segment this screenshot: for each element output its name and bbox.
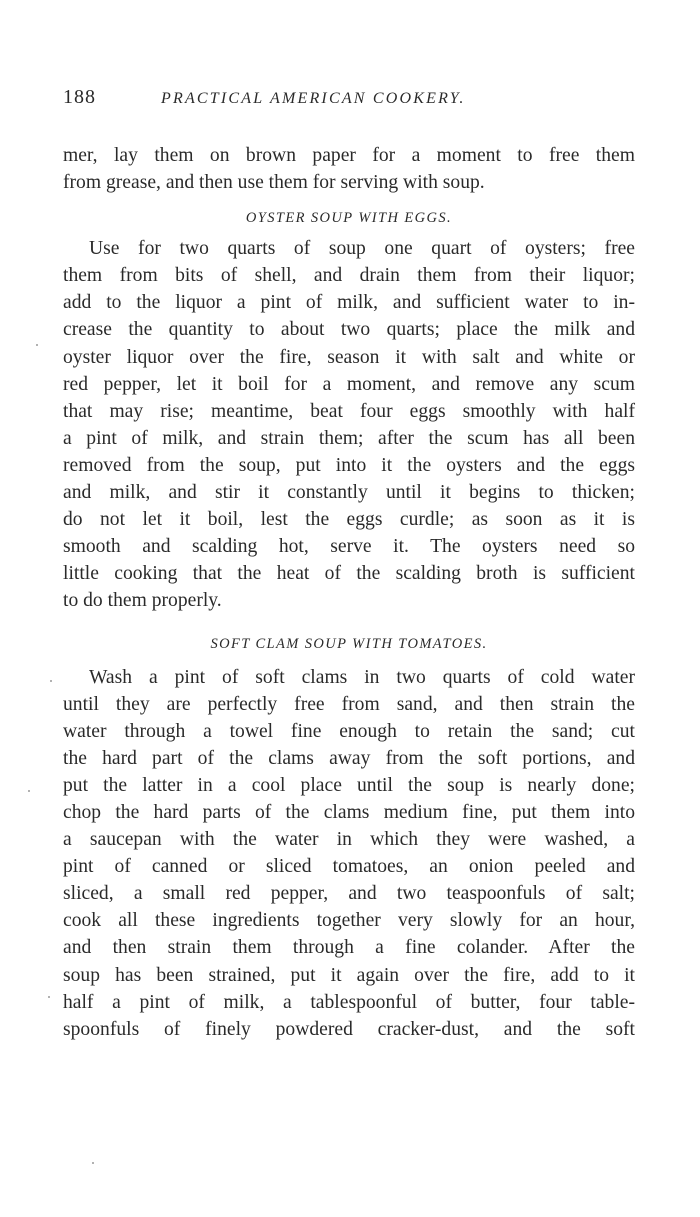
text-line: until they are perfectly free from sand, and then strain the [63,693,635,715]
print-speck [48,996,50,998]
page-number: 188 [63,86,96,108]
text-line: Wash a pint of soft clams in two quarts of cold water [89,666,635,688]
text-line: and milk, and stir it constantly until it begins to thicken; [63,482,635,504]
text-line: add to the liquor a pint of milk, and sufficient water to in- [63,292,635,314]
text-line: little cooking that the heat of the scalding broth is sufficient [63,563,635,585]
text-line: from grease, and then use them for serving with soup. [63,172,485,194]
clam-soup-paragraph [63,664,635,1043]
text-line: crease the quantity to about two quarts; place the milk and [63,319,635,341]
text-line: smooth and scalding hot, serve it. The oysters need so [63,536,635,558]
section-heading-oyster-soup: OYSTER SOUP WITH EGGS. [245,210,453,227]
text-line: do not let it boil, lest the eggs curdle; as soon as it is [63,509,635,531]
page-header [63,86,635,122]
text-line: the hard part of the clams away from the soft portions, and [63,747,635,769]
print-speck [36,344,38,346]
print-speck [50,680,52,682]
text-line: water through a towel fine enough to retain the sand; cut [63,720,635,742]
text-line: mer, lay them on brown paper for a moment to free them [63,145,635,166]
text-line: chop the hard parts of the clams medium fine, put them into [63,801,635,823]
text-line: and then strain them through a fine colander. After the [63,937,635,959]
section-heading-clam-soup: SOFT CLAM SOUP WITH TOMATOES. [210,635,488,652]
book-page [63,86,635,1043]
text-line: red pepper, let it boil for a moment, and remove any scum [63,373,635,395]
text-line: sliced, a small red pepper, and two teaspoonfuls of salt; [63,883,635,905]
text-line: soup has been strained, put it again over the fire, add to it [63,964,635,986]
print-speck [92,1162,94,1164]
text-line: oyster liquor over the fire, season it with salt and white or [63,346,635,368]
text-line: a saucepan with the water in which they were washed, a [63,829,635,851]
text-line: pint of canned or sliced tomatoes, an onion peeled and [63,856,635,878]
text-line: that may rise; meantime, beat four eggs smoothly with half [63,400,635,422]
text-line: Use for two quarts of soup one quart of oysters; free [89,238,635,260]
print-speck [28,790,30,792]
text-line: them from bits of shell, and drain them from their liquor; [63,265,635,287]
running-head: PRACTICAL AMERICAN COOKERY. [161,90,466,107]
text-line: to do them properly. [63,590,222,612]
text-line: spoonfuls of finely powdered cracker-dust, and the soft [63,1018,635,1040]
text-line: cook all these ingredients together very slowly for an hour, [63,910,635,932]
text-line: put the latter in a cool place until the soup is nearly done; [63,774,635,796]
oyster-soup-paragraph [63,235,635,614]
text-line: half a pint of milk, a tablespoonful of butter, four table- [63,991,635,1013]
intro-paragraph [63,142,635,196]
text-line: a pint of milk, and strain them; after the scum has all been [63,427,635,449]
text-line: removed from the soup, put into it the oysters and the eggs [63,454,635,476]
